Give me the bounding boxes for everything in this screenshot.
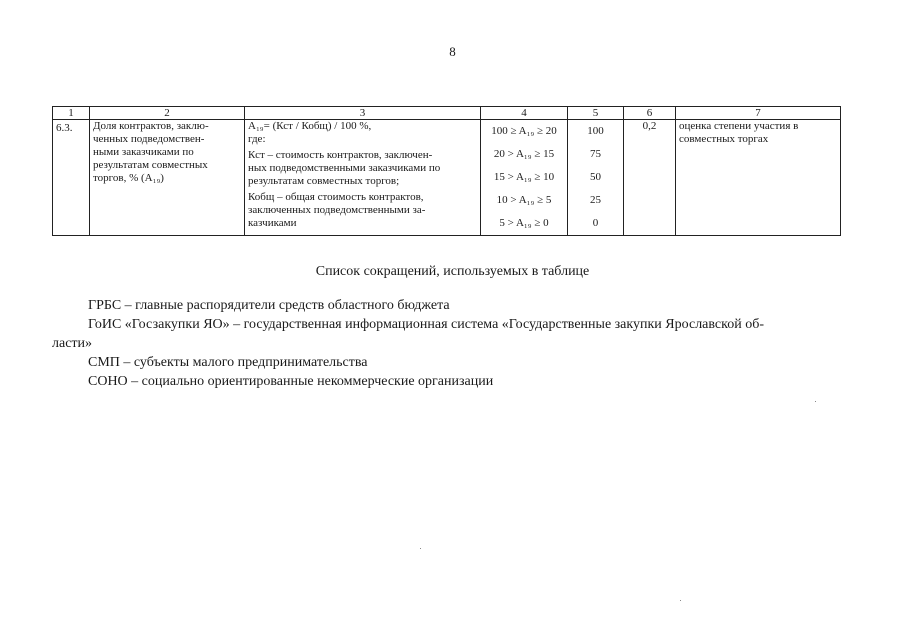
- abbreviation-item: СОНО – социально ориентированные некоммерческие организации: [88, 374, 494, 389]
- abbreviation-item: ласти»: [52, 336, 93, 351]
- formula-line: Кобщ – общая стоимость контрактов,: [248, 190, 424, 203]
- range-value: 10 > A₁₉ ≥ 5: [496, 194, 552, 207]
- range-cell: [481, 120, 568, 236]
- formula-cell: [245, 120, 481, 236]
- range-value: 100 ≥ A₁₉ ≥ 20: [491, 125, 557, 138]
- table-row: [53, 120, 841, 236]
- abbreviations-caption: Список сокращений, используемых в таблице: [315, 264, 590, 279]
- range-value: 15 > A₁₉ ≥ 10: [493, 171, 555, 184]
- indicator-line: ченных подведомствен-: [93, 132, 205, 145]
- scan-speck: [680, 600, 681, 601]
- indicator-cell: [90, 120, 245, 236]
- formula-line: заключенных подведомственными за-: [248, 203, 426, 216]
- scan-speck: [420, 548, 421, 549]
- score-value: 0: [592, 217, 599, 230]
- indicator-line: ными заказчиками по: [93, 145, 194, 158]
- range-value: 20 > A₁₉ ≥ 15: [493, 148, 555, 161]
- column-header-5: 5: [568, 107, 624, 120]
- formula-line: казчиками: [248, 216, 297, 229]
- description-line: совместных торгах: [679, 132, 769, 145]
- description-cell: [676, 120, 841, 236]
- criteria-table: [52, 106, 841, 236]
- table-header-row: [53, 107, 841, 120]
- score-value: 50: [590, 171, 601, 184]
- abbreviation-item: СМП – субъекты малого предпринимательства: [88, 355, 368, 370]
- formula-line: A₁₉= (Кст / Кобщ) / 100 %,: [248, 120, 372, 132]
- range-value: 5 > A₁₉ ≥ 0: [499, 217, 549, 230]
- indicator-line: результатам совместных: [93, 158, 208, 171]
- abbreviation-item: ГоИС «Госзакупки ЯО» – государственная информационная система «Государственные закупки Ярославской об-: [88, 317, 764, 332]
- description-line: оценка степени участия в: [679, 120, 799, 132]
- formula-line: где:: [248, 132, 266, 145]
- score-cell: [568, 120, 624, 236]
- score-value: 75: [590, 148, 601, 161]
- row-number: 6.3.: [53, 120, 90, 236]
- column-header-6: 6: [624, 107, 676, 120]
- formula-line: ных подведомственными заказчиками по: [248, 161, 441, 174]
- formula-line: результатам совместных торгов;: [248, 174, 400, 187]
- abbreviations-list: [52, 296, 842, 391]
- indicator-line: Доля контрактов, заклю-: [93, 120, 209, 132]
- column-header-7: 7: [676, 107, 841, 120]
- score-value: 25: [590, 194, 601, 207]
- formula-line: Кст – стоимость контрактов, заключен-: [248, 148, 433, 161]
- abbreviation-item: ГРБС – главные распорядители средств областного бюджета: [88, 298, 450, 313]
- score-value: 100: [587, 125, 604, 138]
- weight-cell: 0,2: [624, 120, 676, 236]
- column-header-4: 4: [481, 107, 568, 120]
- column-header-1: 1: [53, 107, 90, 120]
- scan-speck: [815, 401, 816, 402]
- column-header-3: 3: [245, 107, 481, 120]
- indicator-line: торгов, % (A₁₉): [93, 171, 164, 184]
- column-header-2: 2: [90, 107, 245, 120]
- page-number: 8: [449, 44, 456, 59]
